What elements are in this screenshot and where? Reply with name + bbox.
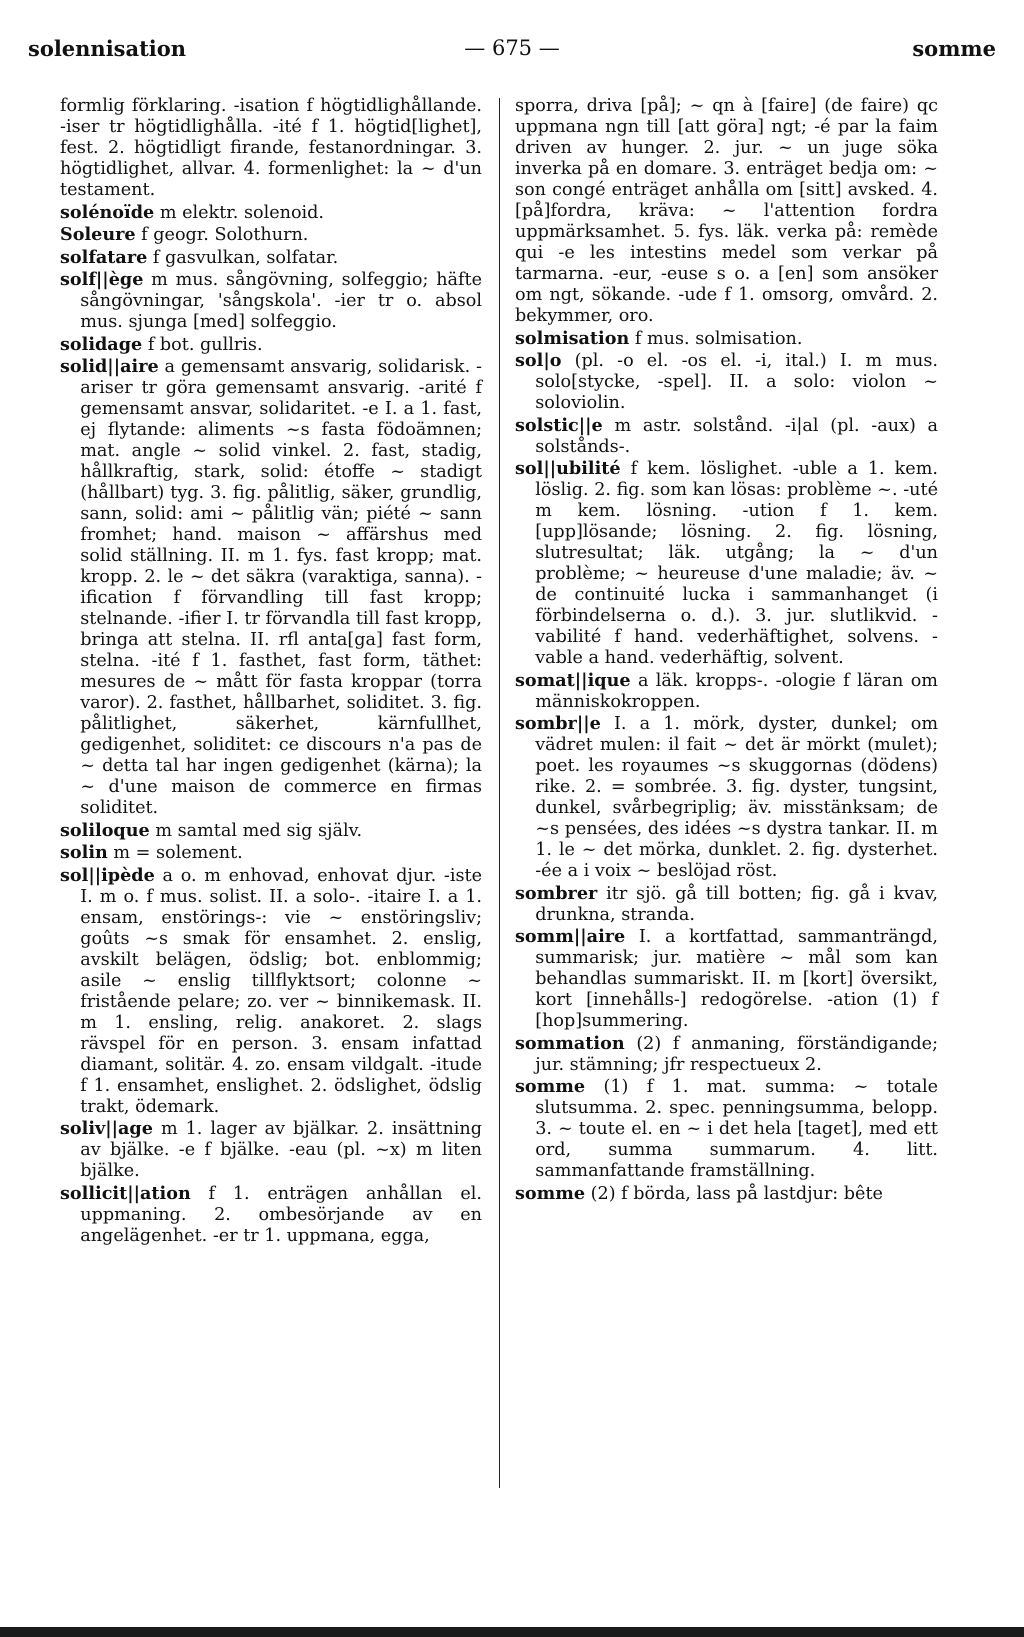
entry-headword: solmisation [515, 327, 630, 349]
entry-definition: m 1. lager av bjälkar. 2. insättning av bjälke. -e f bjälke. -eau (pl. ~x) m liten bjälke. [80, 1119, 482, 1181]
entry-headword: sol||ipède [60, 864, 155, 886]
left-column [60, 96, 482, 1247]
dictionary-entry [515, 458, 938, 669]
entry-definition: sporra, driva [på]; ~ qn à [faire] (de faire) qc uppmana ngn till [att göra] ngt; -é par la faim driven av hunger. 2. jur. ~ un juge söka inverka på en domare. 3. enträget bedja om: ~ son congé enträget anhålla om [sitt] avsked. 4. [på]fordra, kräva: ~ l'attention fordra uppmärksamhet. 5. fys. läk. verka på: remède qui -e les intestins medel som verkar på tarmarna. -eur, -euse s o. a [en] som ansöker om ngt, sökande. -ude f 1. omsorg, omvård. 2. bekymmer, oro. [515, 96, 938, 326]
page-header [28, 36, 996, 76]
entry-definition: m elektr. solenoid. [159, 202, 325, 223]
entry-definition: (2) f börda, lass på lastdjur: bête [590, 1183, 883, 1204]
dictionary-entry [60, 202, 482, 224]
dictionary-entry [515, 670, 938, 713]
entry-definition: a läk. kropps-. -ologie f läran om människokroppen. [535, 670, 938, 712]
column-divider [499, 98, 500, 1488]
entry-definition: m samtal med sig själv. [155, 820, 363, 841]
entry-definition: I. a 1. mörk, dyster, dunkel; om vädret mulen: il fait ~ det är mörkt (mulet); poet. les royaumes ~s skuggornas (dödens) rike. 2. = sombrée. 3. fig. dyster, tungsint, dunkel, svårbegriplig; äv. misstänksam; de ~s pensées, des idées ~s dystra tankar. II. m 1. le ~ det mörka, dunklet. 2. fig. dysterhet. -ée a i voix ~ beslöjad röst. [535, 714, 938, 881]
entry-definition: m = solement. [113, 843, 243, 863]
dictionary-entry [60, 1183, 482, 1247]
entry-headword: solin [60, 842, 108, 863]
entry-headword: somat||ique [515, 669, 631, 691]
dictionary-entry [515, 1076, 938, 1182]
entry-headword: sol|o [515, 350, 562, 371]
entry-headword: solfatare [60, 246, 148, 268]
dictionary-entry [515, 1033, 938, 1076]
dictionary-entry [515, 96, 938, 327]
entry-headword: solénoïde [60, 201, 155, 223]
dictionary-entry [60, 334, 482, 356]
dictionary-entry [60, 269, 482, 333]
entry-headword: sombrer [515, 882, 598, 904]
dictionary-entry [60, 865, 482, 1118]
entry-headword: sombr||e [515, 713, 601, 734]
dictionary-entry [60, 96, 482, 201]
dictionary-entry [60, 820, 482, 842]
dictionary-entry [60, 247, 482, 269]
entry-definition: I. a kortfattad, sammanträngd, summarisk; jur. matière ~ mål som kan behandlas summariskt. II. m [kort] översikt, kort [innehålls-] redogörelse. -ation (1) f [hop]summering. [535, 927, 939, 1031]
entry-headword: solid||aire [60, 356, 159, 377]
entry-headword: Soleure [60, 224, 136, 245]
entry-headword: solf||ège [60, 269, 144, 290]
dictionary-entry [515, 713, 938, 882]
entry-definition: m astr. solstånd. -i|al (pl. -aux) a solstånds-. [535, 415, 939, 457]
entry-headword: somm||aire [515, 926, 626, 947]
entry-headword: sol||ubilité [515, 458, 621, 479]
entry-definition: a o. m enhovad, enhovat djur. -iste I. m o. f mus. solist. II. a solo-. -itaire I. a 1. ensam, enstörings-: vie ~ enstöringsliv; goûts ~s smak för ensamhet. 2. enslig, avskilt belägen, ödslig; bot. enblommig; asile ~ enslig tillflyktsort; colonne ~ fristående pelare; zo. ver ~ binnikemask. II. m 1. ensling, relig. anakoret. 2. slags rävspel för en person. 3. ensam infattad diamant, solitär. 4. zo. ensam vildgalt. -itude f 1. ensamhet, enslighet. 2. ödslighet, ödslig trakt, ödemark. [80, 865, 483, 1117]
entry-definition: itr sjö. gå till botten; fig. gå i kvav, drunkna, stranda. [535, 883, 939, 925]
entry-headword: somme [515, 1076, 586, 1097]
right-column [515, 96, 938, 1205]
dictionary-entry [515, 350, 938, 414]
entry-definition: (2) f anmaning, förständigande; jur. stämning; jfr respectueux 2. [535, 1033, 938, 1075]
entry-headword: sollicit||ation [60, 1182, 191, 1204]
entry-definition: f gasvulkan, solfatar. [152, 247, 339, 268]
dictionary-entry [515, 415, 938, 458]
entry-headword: solidage [60, 333, 143, 355]
scan-edge [0, 1627, 1024, 1637]
dictionary-entry [60, 842, 482, 864]
dictionary-entry [515, 1183, 938, 1205]
entry-definition: f geogr. Solothurn. [141, 225, 309, 245]
header-last-word: somme [912, 36, 996, 61]
dictionary-entry [515, 883, 938, 926]
entry-definition: f 1. enträgen anhållan el. uppmaning. 2. ombesörjande av en angelägenhet. -er tr 1. uppmana, egga, [80, 1183, 483, 1246]
dictionary-entry [60, 1118, 482, 1182]
entry-definition: f mus. solmisation. [634, 328, 803, 349]
entry-headword: soliloque [60, 819, 150, 841]
entry-headword: somme [515, 1182, 586, 1204]
entry-definition: m mus. sångövning, solfeggio; häfte sångövningar, 'sångskola'. -ier tr o. absol mus. sjunga [med] solfeggio. [80, 270, 483, 332]
entry-headword: solstic||e [515, 414, 603, 436]
entry-definition: (1) f 1. mat. summa: ~ totale slutsumma. 2. spec. penningsumma, belopp. 3. ~ toute el. en ~ i det hela [taget], med ett ord, summa summarum. 4. litt. sammanfattande framställning. [535, 1077, 938, 1181]
dictionary-entry [515, 328, 938, 350]
entry-headword: soliv||age [60, 1118, 153, 1139]
entry-definition: (pl. -o el. -os el. -i, ital.) I. m mus. solo[stycke, -spel]. II. a solo: violon ~ soloviolin. [535, 351, 938, 413]
page-number: — 675 — [464, 36, 560, 60]
entry-definition: a gemensamt ansvarig, solidarisk. -ariser tr göra gemensamt ansvarig. -arité f gemensamt ansvar, solidaritet. -e I. a 1. fast, ej flytande: aliments ~s fasta födoämnen; mat. angle ~ solid vinkel. 2. fast, stadig, hållkraftig, stark, solid: étoffe ~ stadigt (hållbart) tyg. 3. fig. pålitlig, säker, grundlig, sann, solid: ami ~ pålitlig vän; piété ~ sann fromhet; hand. maison ~ affärshus med solid ställning. II. m 1. fys. fast kropp; mat. kropp. 2. le ~ det säkra (varaktiga, sanna). -ification f förvandling till fast kropp; stelnande. -ifier I. tr förvandla till fast kropp, bringa att stelna. II. rfl anta[ga] fast form, stelna. -ité f 1. fasthet, fast form, täthet: mesures de ~ mått för fasta kroppar (torra varor). 2. fasthet, hållbarhet, soliditet. 3. fig. pålitlighet, säkerhet, kärnfullhet, gedigenhet, soliditet: ce discours n'a pas de ~ detta tal har ingen gedigenhet (kärna); la ~ d'une maison de commerce en firmas soliditet. [80, 357, 483, 818]
dictionary-entry [60, 224, 482, 246]
dictionary-entry [60, 356, 482, 819]
entry-definition: formlig förklaring. -isation f högtidlighållande. -iser tr högtidlighålla. -ité f 1. högtid[lighet], fest. 2. högtidligt firande, festanordningar. 3. högtidlighet, allvar. 4. formenlighet: la ~ d'un testament. [60, 96, 482, 200]
entry-definition: f bot. gullris. [147, 334, 263, 355]
header-first-word: solennisation [28, 36, 187, 61]
entry-headword: sommation [515, 1032, 625, 1054]
entry-definition: f kem. löslighet. -uble a 1. kem. löslig. 2. fig. som kan lösas: problème ~. -uté m kem. lösning. -ution f 1. kem. [upp]lösande; lösning. 2. fig. lösning, slutresultat; läk. utgång; la ~ d'un problème; ~ heureuse d'une maladie; äv. ~ de continuité lucka i sammanhanget (i förbindelserna o. d.). 3. jur. slutlikvid. -vabilité f hand. vederhäftighet, solvens. -vable a hand. vederhäftig, solvent. [535, 459, 938, 668]
dictionary-entry [515, 926, 938, 1032]
